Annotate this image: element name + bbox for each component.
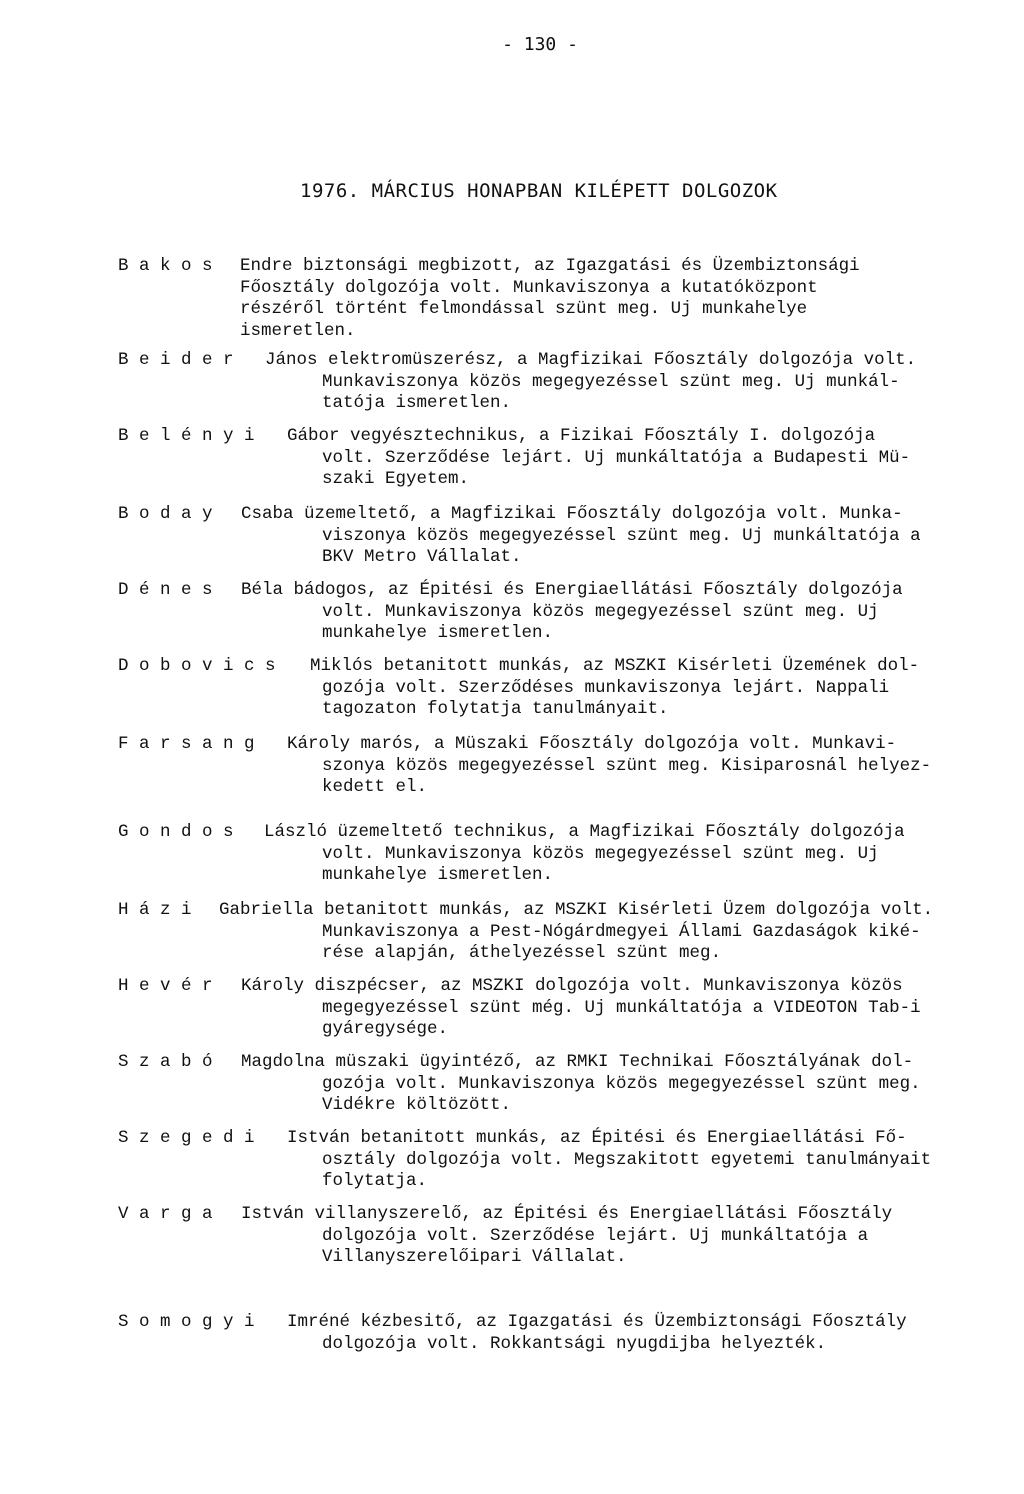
entry-surname: B e l é n y i [118,426,255,446]
entry-text-line: dolgozója volt. Szerződése lejárt. Uj munkáltatója a [322,1225,869,1246]
page-number: - 130 - [502,34,578,55]
entry-surname: V a r g a [118,1204,213,1224]
entry-text-line: megegyezéssel szünt még. Uj munkáltatója a VIDEOTON Tab-i [322,997,921,1018]
entry-text-line: szonya közös megegyezéssel szünt meg. Kisiparosnál helyez- [322,755,932,776]
entry-text-line: Imréné kézbesitő, az Igazgatási és Üzembiztonsági Főosztály [287,1312,907,1332]
entry-surname: S o m o g y i [118,1312,255,1332]
entry-text-line: volt. Szerződése lejárt. Uj munkáltatója a Budapesti Mü- [322,447,911,468]
entry-text-line: gozója volt. Munkaviszonya közös megegyezéssel szünt meg. [322,1073,921,1094]
entry-text-line: részéről történt felmondással szünt meg. Uj munkahelye [240,299,808,319]
entry-text-line: Vidékre költözött. [322,1095,512,1115]
entry-text-line: Béla bádogos, az Épitési és Energiaellátási Főosztály dolgozója [241,580,903,600]
entry-text-line: Főosztály dolgozója volt. Munkaviszonya a kutatóközpont [240,277,818,298]
entry-surname: F a r s a n g [118,734,255,754]
entry-text-line: kedett el. [322,777,428,797]
entry-text-line: Villanyszerelőipari Vállalat. [322,1247,627,1267]
entry-text-line: Endre biztonsági megbizott, az Igazgatási és Üzembiztonsági [240,256,860,276]
entry-text-line: Magdolna müszaki ügyintéző, az RMKI Technikai Főosztályának dol- [241,1052,914,1072]
entry-text-line: gozója volt. Szerződéses munkaviszonya lejárt. Nappali [322,677,890,698]
entry-text-line: dolgozója volt. Rokkantsági nyugdijba helyezték. [322,1333,827,1354]
entry-surname: S z a b ó [118,1052,213,1072]
page-title: 1976. MÁRCIUS HONAPBAN KILÉPETT DOLGOZOK [300,180,778,202]
entry-surname: B e i d e r [118,350,234,370]
entry-surname: D o b o v i c s [118,656,276,676]
entry-surname: D é n e s [118,580,213,600]
entry-text-line: folytatja. [322,1171,428,1191]
entry-text-line: viszonya közös megegyezéssel szünt meg. Uj munkáltatója a [322,525,921,546]
entry-surname: B o d a y [118,504,213,524]
entry-text-line: Munkaviszonya a Pest-Nógárdmegyei Állami Gazdaságok kiké- [322,921,921,942]
entry-text-line: gyáregysége. [322,1019,449,1039]
entry-text-line: ismeretlen. [240,320,356,341]
entry-text-line: volt. Munkaviszonya közös megegyezéssel szünt meg. Uj [322,601,879,622]
entry-text-line: Munkaviszonya közös megegyezéssel szünt meg. Uj munkál- [322,371,900,392]
entry-text-line: tagozaton folytatja tanulmányait. [322,699,669,719]
entry-text-line: Gabriella betanitott munkás, az MSZKI Kisérleti Üzem dolgozója volt. [219,900,934,920]
entry-text-line: tatója ismeretlen. [322,393,512,413]
entry-text-line: Károly marós, a Müszaki Főosztály dolgozója volt. Munkavi- [287,734,897,754]
entry-text-line: munkahelye ismeretlen. [322,865,554,885]
entry-text-line: Csaba üzemeltető, a Magfizikai Főosztály dolgozója volt. Munka- [241,504,903,524]
entry-text-line: osztály dolgozója volt. Megszakitott egyetemi tanulmányait [322,1149,932,1170]
entry-text-line: László üzemeltető technikus, a Magfizikai Főosztály dolgozója [264,822,905,842]
entry-text-line: munkahelye ismeretlen. [322,623,554,643]
entry-text-line: szaki Egyetem. [322,469,470,489]
entry-surname: G o n d o s [118,822,234,842]
entry-text-line: Gábor vegyésztechnikus, a Fizikai Főosztály I. dolgozója [287,426,876,446]
entry-text-line: István betanitott munkás, az Épitési és Energiaellátási Fő- [287,1128,907,1148]
entry-surname: S z e g e d i [118,1128,255,1148]
entry-text-line: BKV Metro Vállalat. [322,547,522,567]
entry-surname: H e v é r [118,976,213,996]
entry-text-line: János elektromüszerész, a Magfizikai Főosztály dolgozója volt. [265,350,917,370]
entry-text-line: Miklós betanitott munkás, az MSZKI Kisérleti Üzemének dol- [310,656,920,676]
entry-text-line: István villanyszerelő, az Épitési és Energiaellátási Főosztály [241,1204,893,1224]
entry-surname: B a k o s [118,256,213,276]
entry-text-line: Károly diszpécser, az MSZKI dolgozója volt. Munkaviszonya közös [241,976,903,996]
entry-surname: H á z i [118,900,192,920]
entry-text-line: rése alapján, áthelyezéssel szünt meg. [322,943,722,963]
entry-text-line: volt. Munkaviszonya közös megegyezéssel szünt meg. Uj [322,843,879,864]
